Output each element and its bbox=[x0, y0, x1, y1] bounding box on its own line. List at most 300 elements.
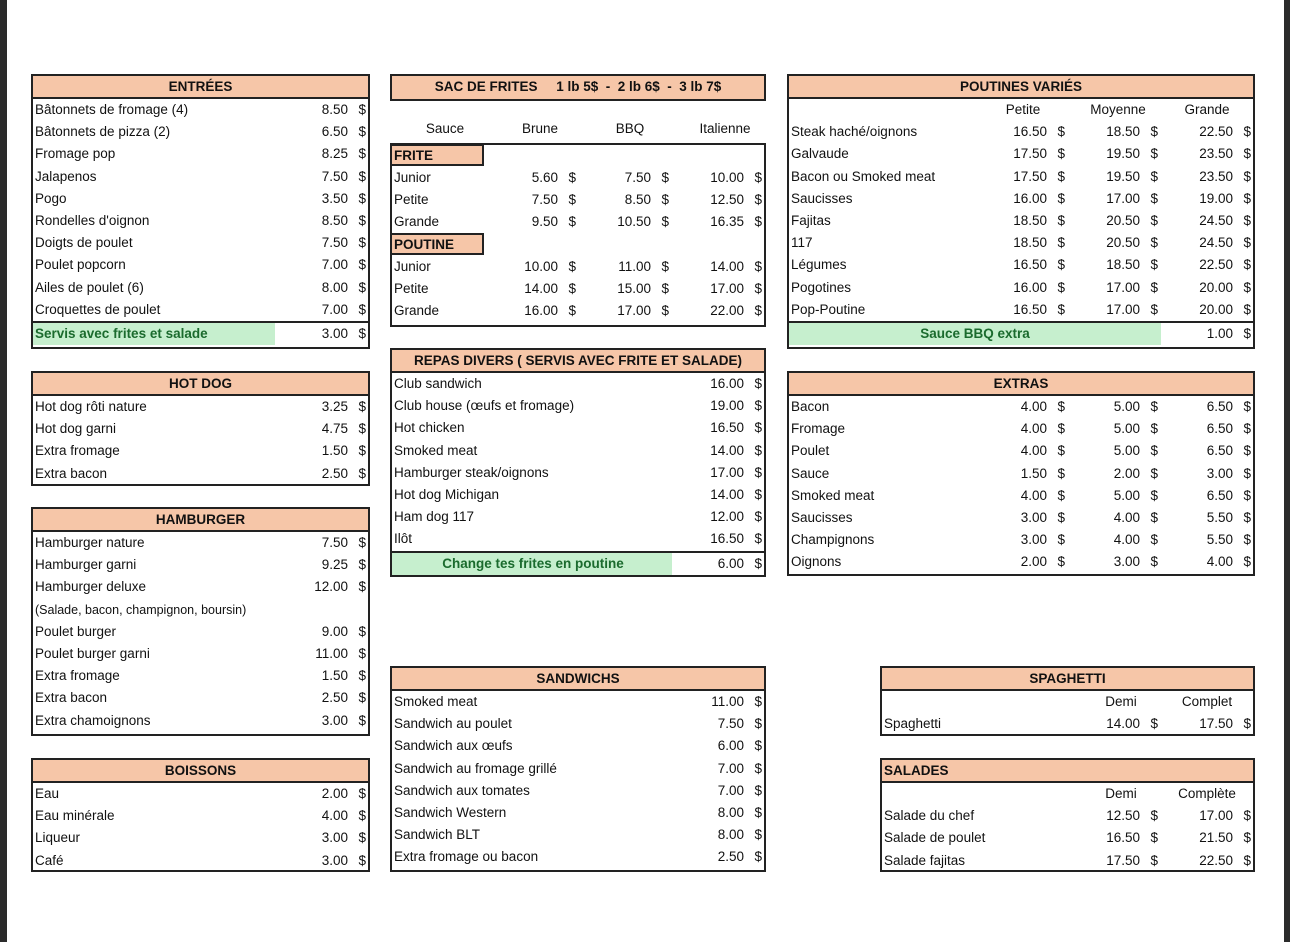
menu-item-row bbox=[789, 396, 1253, 418]
currency-sign: $ bbox=[754, 170, 762, 185]
item-price: 3.00 bbox=[321, 712, 348, 728]
currency-sign: $ bbox=[754, 509, 762, 525]
item-price: 16.50 bbox=[1013, 301, 1047, 317]
currency-sign: $ bbox=[1243, 301, 1251, 317]
item-name: Hamburger steak/oignons bbox=[394, 464, 549, 480]
item-price: 6.00 bbox=[717, 738, 744, 754]
item-price: 15.00 bbox=[617, 280, 651, 296]
salades-title: SALADES bbox=[882, 760, 1253, 783]
sandwichs-section bbox=[390, 666, 766, 872]
menu-item-row bbox=[392, 462, 764, 484]
currency-sign: $ bbox=[568, 258, 576, 274]
item-price: 2.50 bbox=[321, 465, 348, 481]
currency-sign: $ bbox=[1243, 399, 1251, 414]
item-name: Pogotines bbox=[791, 279, 852, 295]
menu-item-row bbox=[33, 665, 368, 687]
column-italienne: Italienne bbox=[699, 121, 751, 136]
item-price: 1.50 bbox=[321, 443, 348, 459]
currency-sign: $ bbox=[1057, 279, 1065, 295]
currency-sign: $ bbox=[1150, 487, 1158, 503]
item-price: 17.00 bbox=[710, 280, 744, 296]
currency-sign: $ bbox=[754, 442, 762, 458]
item-price: 21.50 bbox=[1199, 830, 1233, 846]
currency-sign: $ bbox=[1243, 487, 1251, 503]
currency-sign: $ bbox=[358, 645, 366, 661]
item-price: 4.00 bbox=[1020, 399, 1047, 414]
menu-item-row bbox=[392, 528, 764, 550]
currency-sign: $ bbox=[1150, 554, 1158, 570]
item-price: 3.25 bbox=[321, 399, 348, 414]
item-price: 12.00 bbox=[314, 579, 348, 595]
item-price: 8.00 bbox=[717, 827, 744, 843]
currency-sign: $ bbox=[568, 302, 576, 318]
item-name: Légumes bbox=[791, 257, 847, 273]
currency-sign: $ bbox=[1150, 190, 1158, 206]
item-name: Junior bbox=[394, 258, 431, 274]
currency-sign: $ bbox=[1150, 465, 1158, 481]
currency-sign: $ bbox=[1243, 830, 1251, 846]
item-price: 9.00 bbox=[321, 623, 348, 639]
item-name: Saucisses bbox=[791, 509, 853, 525]
item-price: 16.00 bbox=[524, 302, 558, 318]
item-price: 18.50 bbox=[1106, 124, 1140, 140]
menu-item-row bbox=[33, 621, 368, 643]
currency-sign: $ bbox=[754, 716, 762, 732]
item-name: Spaghetti bbox=[884, 716, 942, 732]
item-price: 17.50 bbox=[1013, 168, 1047, 184]
currency-sign: $ bbox=[358, 168, 366, 184]
frites-table bbox=[390, 143, 766, 327]
item-name: Saucisses bbox=[791, 190, 853, 206]
item-price: 11.00 bbox=[711, 694, 744, 709]
item-price: 24.50 bbox=[1199, 212, 1233, 228]
item-name: Extra fromage bbox=[35, 443, 120, 459]
item-price: 16.00 bbox=[710, 376, 744, 391]
item-name: Croquettes de poulet bbox=[35, 301, 161, 317]
currency-sign: $ bbox=[1057, 235, 1065, 251]
currency-sign: $ bbox=[358, 124, 366, 140]
item-name: Extra fromage ou bacon bbox=[394, 849, 539, 865]
item-price: 2.00 bbox=[321, 786, 348, 801]
item-price: 16.50 bbox=[710, 531, 744, 547]
item-price: 19.50 bbox=[1106, 146, 1140, 162]
item-price: 9.50 bbox=[531, 214, 558, 230]
item-name: Oignons bbox=[791, 554, 842, 570]
item-name: Club house (œufs et fromage) bbox=[394, 398, 575, 414]
menu-item-row bbox=[789, 418, 1253, 440]
item-name: Poulet burger garni bbox=[35, 645, 150, 661]
item-price: 17.50 bbox=[1106, 852, 1140, 868]
currency-sign: $ bbox=[1150, 716, 1158, 732]
currency-sign: $ bbox=[1057, 443, 1065, 459]
menu-item-row bbox=[392, 506, 764, 528]
item-price: 5.60 bbox=[531, 170, 558, 185]
currency-sign: $ bbox=[1243, 212, 1251, 228]
item-name: Eau bbox=[35, 786, 60, 801]
hotdog-title: HOT DOG bbox=[33, 373, 368, 396]
item-price: 6.50 bbox=[1206, 443, 1233, 459]
item-name: Hamburger deluxe bbox=[35, 579, 147, 595]
menu-item-row bbox=[882, 805, 1253, 827]
item-price: 3.00 bbox=[1206, 465, 1233, 481]
menu-item-row bbox=[392, 440, 764, 462]
currency-sign: $ bbox=[1243, 554, 1251, 570]
menu-item-row bbox=[33, 599, 368, 621]
item-price: 18.50 bbox=[1013, 212, 1047, 228]
currency-sign: $ bbox=[358, 623, 366, 639]
item-name: Salade fajitas bbox=[884, 852, 966, 868]
menu-item-row bbox=[789, 440, 1253, 462]
item-price: 7.50 bbox=[321, 535, 348, 550]
item-price: 24.50 bbox=[1199, 235, 1233, 251]
menu-item-row bbox=[392, 167, 764, 189]
menu-item-row bbox=[789, 529, 1253, 551]
item-price: 6.50 bbox=[1206, 421, 1233, 437]
column-header-row bbox=[789, 99, 1253, 121]
menu-item-row bbox=[33, 232, 368, 254]
currency-sign: $ bbox=[754, 214, 762, 230]
currency-sign: $ bbox=[358, 690, 366, 706]
item-name: Club sandwich bbox=[394, 376, 482, 391]
menu-item-row bbox=[33, 827, 368, 849]
item-price: 9.25 bbox=[321, 557, 348, 573]
item-price: 3.00 bbox=[321, 830, 348, 846]
currency-sign: $ bbox=[754, 738, 762, 754]
item-name: Sandwich au fromage grillé bbox=[394, 760, 557, 776]
currency-sign: $ bbox=[1243, 257, 1251, 273]
menu-item-row bbox=[789, 210, 1253, 232]
currency-sign: $ bbox=[754, 760, 762, 776]
menu-item-row bbox=[33, 850, 368, 872]
currency-sign: $ bbox=[1243, 532, 1251, 548]
currency-sign: $ bbox=[1057, 124, 1065, 140]
item-name: Hot dog rôti nature bbox=[35, 399, 147, 414]
poutines-title: POUTINES VARIÉS bbox=[789, 76, 1253, 99]
item-price: 7.00 bbox=[321, 301, 348, 317]
currency-sign: $ bbox=[1057, 421, 1065, 437]
frites-title: SAC DE FRITES 1 lb 5$ - 2 lb 6$ - 3 lb 7$ bbox=[392, 76, 764, 99]
item-price: 12.50 bbox=[1106, 808, 1140, 824]
item-name: Extra chamoignons bbox=[35, 712, 151, 728]
currency-sign: $ bbox=[754, 827, 762, 843]
currency-sign: $ bbox=[1243, 852, 1251, 868]
currency-sign: $ bbox=[358, 443, 366, 459]
menu-item-row bbox=[33, 210, 368, 232]
item-price: 17.00 bbox=[1106, 190, 1140, 206]
item-price: 14.00 bbox=[710, 486, 744, 502]
item-price: 17.00 bbox=[1199, 808, 1233, 824]
item-name: Salade de poulet bbox=[884, 830, 986, 846]
currency-sign: $ bbox=[1150, 443, 1158, 459]
menu-item-row bbox=[789, 507, 1253, 529]
currency-sign: $ bbox=[754, 376, 762, 391]
item-name: Sandwich aux œufs bbox=[394, 738, 513, 754]
item-name: Galvaude bbox=[791, 146, 849, 162]
item-price: 6.50 bbox=[321, 124, 348, 140]
menu-item-row bbox=[882, 850, 1253, 872]
item-price: 17.50 bbox=[1199, 716, 1233, 732]
item-price: 12.00 bbox=[710, 509, 744, 525]
item-price: 3.00 bbox=[1020, 509, 1047, 525]
item-price: 17.00 bbox=[710, 464, 744, 480]
item-price: 20.50 bbox=[1106, 235, 1140, 251]
currency-sign: $ bbox=[661, 214, 669, 230]
item-price: 17.00 bbox=[1106, 301, 1140, 317]
currency-sign: $ bbox=[1150, 168, 1158, 184]
currency-sign: $ bbox=[1243, 146, 1251, 162]
item-name: Liqueur bbox=[35, 830, 81, 846]
item-name: Poulet burger bbox=[35, 623, 117, 639]
item-price: 22.50 bbox=[1199, 257, 1233, 273]
item-price: 2.50 bbox=[717, 849, 744, 865]
menu-item-row bbox=[33, 277, 368, 299]
item-price: 8.50 bbox=[321, 212, 348, 228]
menu-item-row bbox=[33, 99, 368, 121]
entrees-section bbox=[31, 74, 370, 349]
item-price: 7.50 bbox=[624, 170, 651, 185]
item-price: 8.50 bbox=[321, 102, 348, 117]
currency-sign: $ bbox=[1150, 421, 1158, 437]
menu-item-row bbox=[33, 687, 368, 709]
item-name: Sauce bbox=[791, 465, 830, 481]
item-name: Extra bacon bbox=[35, 690, 108, 706]
menu-item-row bbox=[789, 166, 1253, 188]
menu-item-row bbox=[789, 463, 1253, 485]
item-price: 3.00 bbox=[321, 852, 348, 868]
item-name: Sandwich au poulet bbox=[394, 716, 512, 732]
menu-item-row bbox=[33, 576, 368, 598]
currency-sign: $ bbox=[1243, 465, 1251, 481]
item-price: 8.00 bbox=[321, 279, 348, 295]
item-price: 7.50 bbox=[321, 235, 348, 251]
item-price: 8.25 bbox=[321, 146, 348, 162]
item-name: Jalapenos bbox=[35, 168, 97, 184]
item-name: Extra bacon bbox=[35, 465, 108, 481]
menu-item-row bbox=[33, 805, 368, 827]
item-price: 14.00 bbox=[524, 280, 558, 296]
menu-item-row bbox=[33, 710, 368, 732]
menu-item-row bbox=[392, 758, 764, 780]
item-price: 23.50 bbox=[1199, 146, 1233, 162]
menu-item-row bbox=[33, 121, 368, 143]
menu-item-row bbox=[392, 824, 764, 846]
currency-sign: $ bbox=[661, 192, 669, 208]
footer-price: 1.00 bbox=[1206, 325, 1233, 341]
currency-sign: $ bbox=[358, 579, 366, 595]
currency-sign: $ bbox=[754, 280, 762, 296]
currency-sign: $ bbox=[754, 782, 762, 798]
currency-sign: $ bbox=[661, 258, 669, 274]
item-price: 7.50 bbox=[531, 192, 558, 208]
menu-item-row bbox=[392, 802, 764, 824]
currency-sign: $ bbox=[568, 170, 576, 185]
item-name: Fajitas bbox=[791, 212, 831, 228]
item-name: Bacon bbox=[791, 399, 830, 414]
column-header: Complète bbox=[1178, 786, 1236, 801]
item-price: 11.00 bbox=[315, 645, 348, 661]
menu-item-row bbox=[882, 713, 1253, 735]
currency-sign: $ bbox=[1243, 235, 1251, 251]
menu-item-row bbox=[33, 643, 368, 665]
item-price: 6.50 bbox=[1206, 487, 1233, 503]
currency-sign: $ bbox=[1057, 257, 1065, 273]
menu-item-row bbox=[33, 166, 368, 188]
menu-item-row bbox=[392, 735, 764, 757]
extras-title: EXTRAS bbox=[789, 373, 1253, 396]
column-header: Grande bbox=[1184, 102, 1230, 117]
menu-page bbox=[7, 0, 1284, 942]
item-price: 2.00 bbox=[1113, 465, 1140, 481]
item-name: Smoked meat bbox=[394, 442, 478, 458]
item-name: Doigts de poulet bbox=[35, 235, 133, 251]
currency-sign: $ bbox=[1243, 443, 1251, 459]
currency-sign: $ bbox=[754, 192, 762, 208]
item-name: Fromage bbox=[791, 421, 846, 437]
column-bbq: BBQ bbox=[615, 121, 645, 136]
currency-sign: $ bbox=[1150, 532, 1158, 548]
currency-sign: $ bbox=[754, 398, 762, 414]
item-price: 18.50 bbox=[1013, 235, 1047, 251]
item-price: 5.50 bbox=[1206, 509, 1233, 525]
currency-sign: $ bbox=[1150, 852, 1158, 868]
item-name: Grande bbox=[394, 214, 440, 230]
menu-item-row bbox=[789, 299, 1253, 321]
item-name: 117 bbox=[791, 235, 813, 251]
currency-sign: $ bbox=[1057, 301, 1065, 317]
item-price: 22.50 bbox=[1199, 124, 1233, 140]
item-name: (Salade, bacon, champignon, boursin) bbox=[35, 602, 247, 617]
currency-sign: $ bbox=[754, 694, 762, 709]
currency-sign: $ bbox=[1057, 532, 1065, 548]
item-price: 16.50 bbox=[1013, 257, 1047, 273]
sandwichs-title: SANDWICHS bbox=[392, 668, 764, 691]
currency-sign: $ bbox=[661, 170, 669, 185]
currency-sign: $ bbox=[358, 668, 366, 684]
currency-sign: $ bbox=[358, 557, 366, 573]
footer-row bbox=[789, 321, 1253, 343]
column-header: Complet bbox=[1181, 694, 1233, 709]
item-price: 4.00 bbox=[1113, 509, 1140, 525]
menu-item-row bbox=[392, 484, 764, 506]
menu-item-row bbox=[33, 463, 368, 485]
menu-item-row bbox=[392, 691, 764, 713]
currency-sign: $ bbox=[1243, 808, 1251, 824]
column-header-row bbox=[882, 691, 1253, 713]
menu-item-row bbox=[392, 417, 764, 439]
currency-sign: $ bbox=[358, 808, 366, 824]
currency-sign: $ bbox=[358, 830, 366, 846]
currency-sign: $ bbox=[1150, 830, 1158, 846]
item-price: 14.00 bbox=[710, 442, 744, 458]
item-price: 16.50 bbox=[710, 420, 744, 436]
currency-sign: $ bbox=[754, 849, 762, 865]
hotdog-section bbox=[31, 371, 370, 486]
item-name: Bâtonnets de fromage (4) bbox=[35, 102, 189, 117]
currency-sign: $ bbox=[358, 712, 366, 728]
currency-sign: $ bbox=[754, 258, 762, 274]
currency-sign: $ bbox=[1057, 168, 1065, 184]
frites-title-box bbox=[390, 74, 766, 101]
boissons-title: BOISSONS bbox=[33, 760, 368, 783]
item-price: 4.00 bbox=[321, 808, 348, 824]
currency-sign: $ bbox=[1150, 509, 1158, 525]
currency-sign: $ bbox=[754, 420, 762, 436]
item-name: Extra fromage bbox=[35, 668, 120, 684]
column-sauce: Sauce bbox=[425, 121, 465, 136]
menu-item-row bbox=[392, 373, 764, 395]
item-price: 7.50 bbox=[321, 168, 348, 184]
menu-item-row bbox=[392, 211, 764, 233]
item-price: 4.00 bbox=[1020, 443, 1047, 459]
item-name: Steak haché/oignons bbox=[791, 124, 918, 140]
item-name: Hot dog garni bbox=[35, 421, 117, 437]
currency-sign: $ bbox=[754, 804, 762, 820]
entrees-title: ENTRÉES bbox=[33, 76, 368, 99]
menu-item-row bbox=[789, 551, 1253, 573]
spaghetti-title: SPAGHETTI bbox=[882, 668, 1253, 691]
item-name: Bacon ou Smoked meat bbox=[791, 168, 936, 184]
item-price: 10.00 bbox=[524, 258, 558, 274]
currency-sign: $ bbox=[1057, 554, 1065, 570]
item-price: 19.50 bbox=[1106, 168, 1140, 184]
item-price: 16.35 bbox=[710, 214, 744, 230]
item-name: Ailes de poulet (6) bbox=[35, 279, 144, 295]
column-header: Petite bbox=[1005, 102, 1041, 117]
item-price: 8.50 bbox=[624, 192, 651, 208]
item-price: 4.75 bbox=[321, 421, 348, 437]
currency-sign: $ bbox=[1150, 808, 1158, 824]
menu-item-row bbox=[392, 256, 764, 278]
boissons-section bbox=[31, 758, 370, 872]
currency-sign: $ bbox=[358, 301, 366, 317]
menu-item-row bbox=[789, 143, 1253, 165]
poutine-label-row bbox=[392, 234, 764, 256]
item-price: 22.00 bbox=[710, 302, 744, 318]
item-name: Smoked meat bbox=[394, 694, 478, 709]
currency-sign: $ bbox=[358, 279, 366, 295]
item-price: 7.00 bbox=[717, 782, 744, 798]
item-price: 20.50 bbox=[1106, 212, 1140, 228]
item-price: 22.50 bbox=[1199, 852, 1233, 868]
currency-sign: $ bbox=[1057, 190, 1065, 206]
item-price: 16.00 bbox=[1013, 190, 1047, 206]
item-price: 14.00 bbox=[1106, 716, 1140, 732]
menu-item-row bbox=[33, 299, 368, 321]
currency-sign: $ bbox=[358, 146, 366, 162]
poutine-label: POUTINE bbox=[390, 233, 484, 255]
menu-item-row bbox=[33, 418, 368, 440]
item-price: 5.00 bbox=[1113, 421, 1140, 437]
item-price: 16.00 bbox=[1013, 279, 1047, 295]
currency-sign: $ bbox=[568, 214, 576, 230]
currency-sign: $ bbox=[358, 399, 366, 414]
currency-sign: $ bbox=[568, 192, 576, 208]
currency-sign: $ bbox=[661, 302, 669, 318]
column-header: Demi bbox=[1105, 694, 1137, 709]
currency-sign: $ bbox=[358, 535, 366, 550]
menu-item-row bbox=[33, 554, 368, 576]
item-price: 3.00 bbox=[1020, 532, 1047, 548]
currency-sign: $ bbox=[1150, 124, 1158, 140]
item-name: Hamburger nature bbox=[35, 535, 145, 550]
footer-label: Servis avec frites et salade bbox=[33, 323, 275, 345]
item-price: 7.00 bbox=[321, 257, 348, 273]
item-name: Fromage pop bbox=[35, 146, 116, 162]
item-price: 6.50 bbox=[1206, 399, 1233, 414]
item-name: Poulet bbox=[791, 443, 830, 459]
currency-sign: $ bbox=[1150, 257, 1158, 273]
currency-sign: $ bbox=[1057, 212, 1065, 228]
